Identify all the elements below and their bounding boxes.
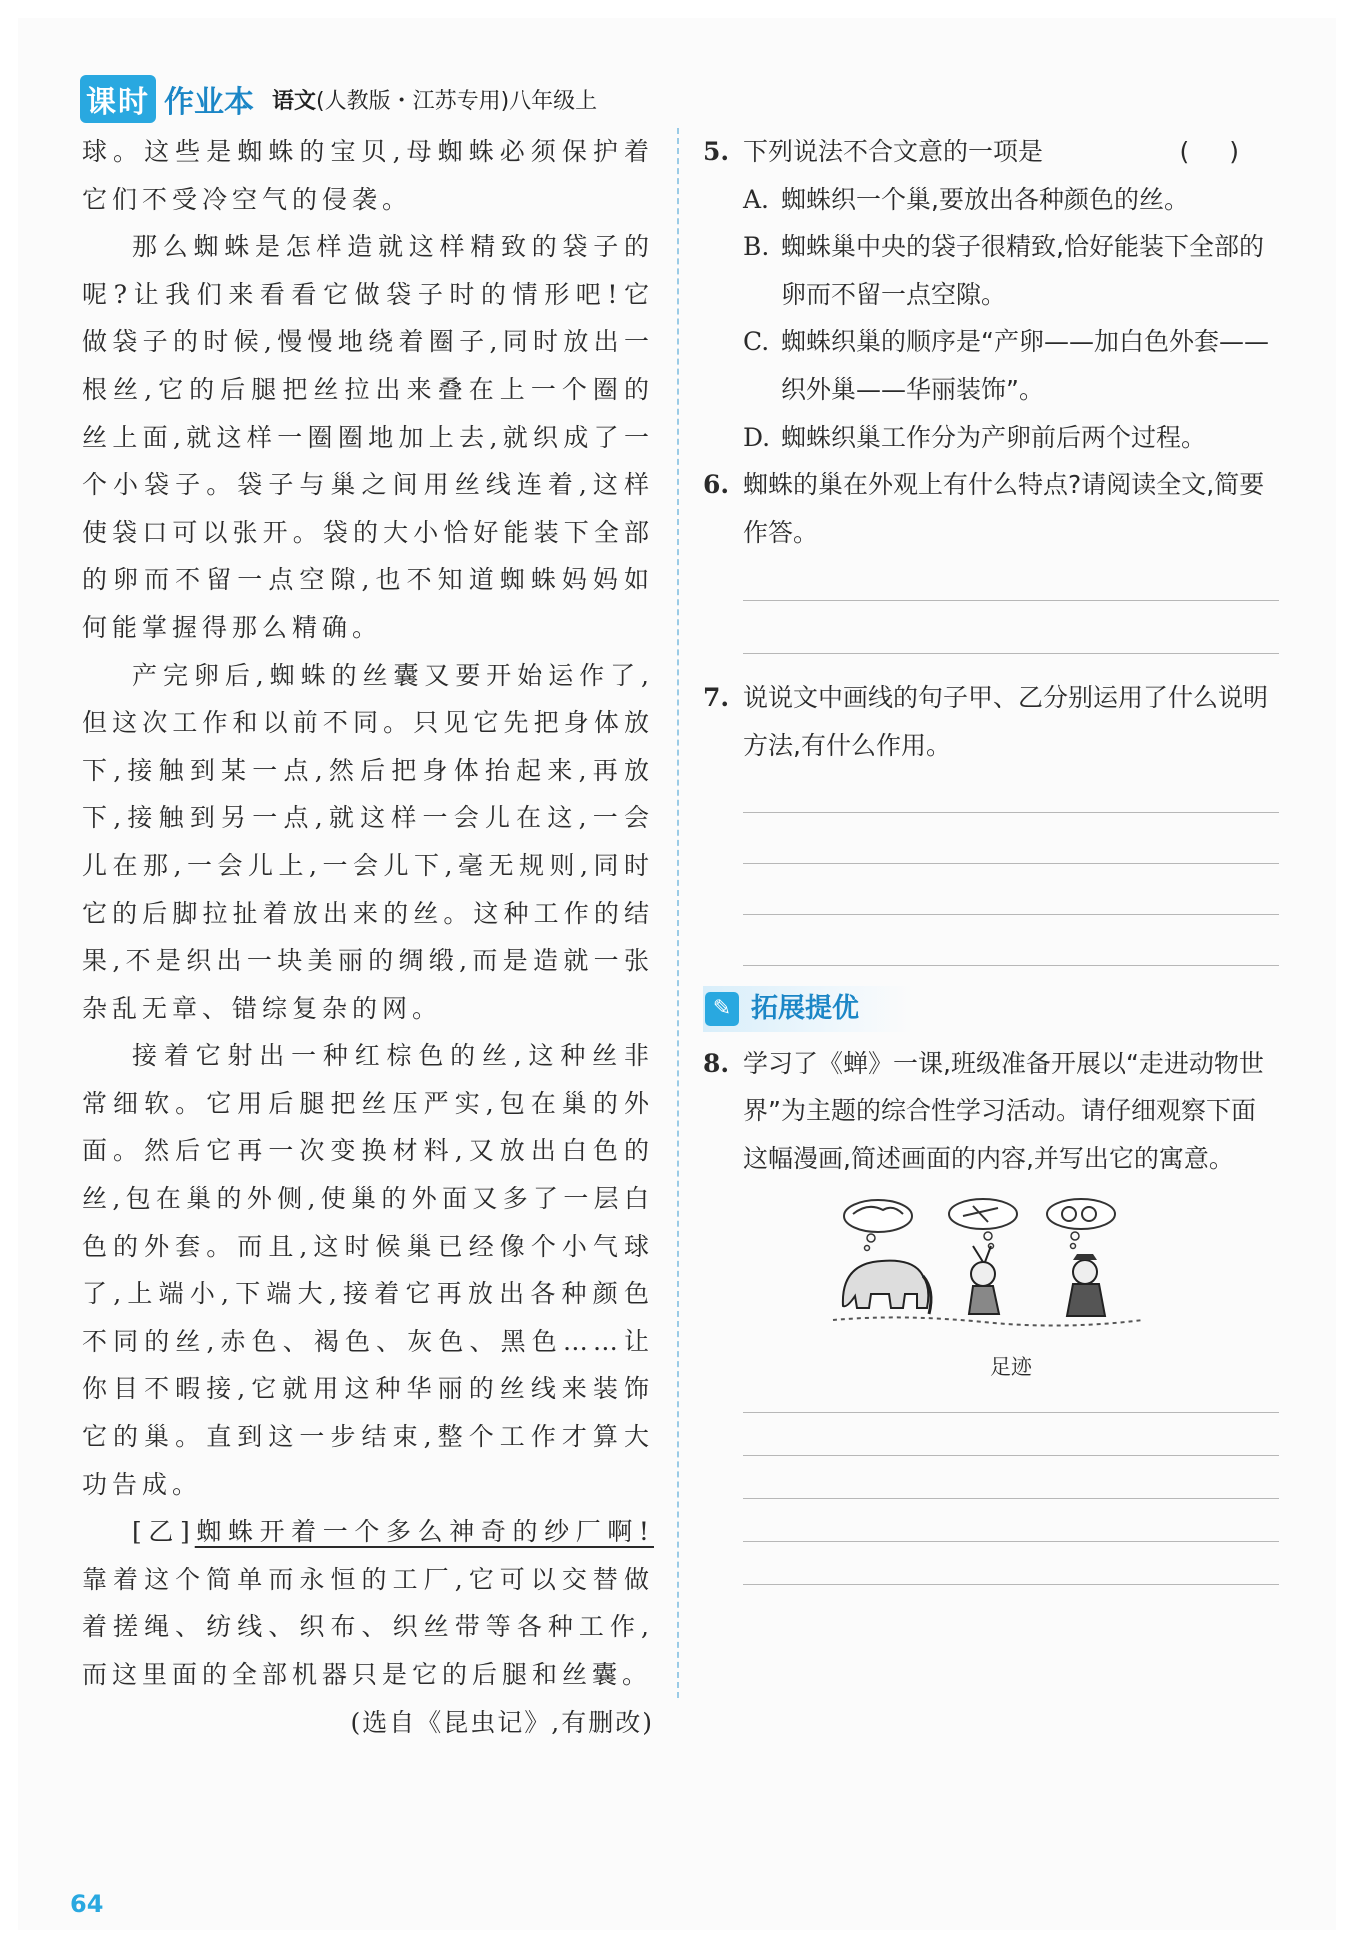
answer-line[interactable] — [743, 1584, 1279, 1585]
answer-line[interactable] — [743, 1498, 1279, 1499]
passage-paragraph: 球。这些是蜘蛛的宝贝,母蜘蛛必须保护着它们不受冷空气的侵袭。 — [82, 137, 654, 214]
option-letter: B. — [743, 232, 770, 262]
question-8 — [703, 1040, 1279, 1183]
answer-line[interactable] — [743, 1455, 1279, 1456]
option-letter: C. — [743, 327, 770, 357]
answer-line[interactable] — [743, 914, 1279, 915]
section-title: 拓展提优 — [751, 992, 859, 1024]
yi-rest: 靠着这个简单而永恒的工厂,它可以交替做着搓绳、纺线、织布、织丝带等各种工作,而这里面的全部机器只是它的后腿和丝囊。 — [82, 1564, 654, 1689]
question-text: 说说文中画线的句子甲、乙分别运用了什么说明方法,有什么作用。 — [743, 683, 1269, 760]
passage-source: (选自《昆虫记》,有删改) — [350, 1707, 654, 1737]
answer-parentheses[interactable]: () — [1179, 137, 1279, 166]
column-divider — [677, 128, 679, 1698]
question-text: 蜘蛛的巢在外观上有什么特点?请阅读全文,简要作答。 — [743, 470, 1265, 547]
section-header — [703, 986, 913, 1032]
cartoon-caption: 足迹 — [990, 1354, 1032, 1379]
brand-title: 作业本 — [164, 85, 254, 120]
edition-label: (人教版・江苏专用)八年级上 — [316, 88, 598, 114]
pencil-icon: ✎ — [705, 992, 739, 1026]
question-number: 5. — [703, 137, 730, 166]
option-c[interactable] — [703, 318, 1279, 413]
question-number: 6. — [703, 470, 730, 500]
answer-line[interactable] — [743, 653, 1279, 654]
answer-line[interactable] — [743, 863, 1279, 864]
option-text: 蜘蛛织巢工作分为产卵前后两个过程。 — [781, 422, 1207, 452]
answer-line[interactable] — [743, 1541, 1279, 1542]
passage-paragraph: 那么蜘蛛是怎样造就这样精致的袋子的呢?让我们来看看它做袋子时的情形吧!它做袋子的时候,慢慢地绕着圈子,同时放出一根丝,它的后腿把丝拉出来叠在上一个圈的丝上面,就这样一圈圈地加上去,就织成了一个小袋子。袋子与巢之间用丝线连着,这样使袋口可以张开。袋的大小恰好能装下全部的卵而不留一点空隙,也不知道蜘蛛妈妈如何能掌握得那么精确。 — [82, 232, 654, 642]
answer-line[interactable] — [743, 812, 1279, 813]
question-7 — [703, 674, 1279, 769]
passage-paragraph: 接着它射出一种红棕色的丝,这种丝非常细软。它用后腿把丝压严实,包在巢的外面。然后它再一次变换材料,又放出白色的丝,包在巢的外侧,使巢的外面又多了一层白色的外套。而且,这时候巢已经像个小气球了,上端小,下端大,接着它再放出各种颜色不同的丝,赤色、褐色、灰色、黑色……让你目不暇接,它就用这种华丽的丝线来装饰它的巢。直到这一步结束,整个工作才算大功告成。 — [82, 1041, 654, 1499]
answer-line[interactable] — [743, 1412, 1279, 1413]
header-subject — [272, 84, 597, 115]
option-text: 蜘蛛织一个巢,要放出各种颜色的丝。 — [781, 184, 1189, 214]
reading-passage — [82, 128, 654, 1746]
page-number: 64 — [70, 1890, 104, 1918]
passage-paragraph: 产完卵后,蜘蛛的丝囊又要开始运作了,但这次工作和以前不同。只见它先把身体放下,接触到某一点,然后把身体抬起来,再放下,接触到另一点,就这样一会儿在这,一会儿在那,一会儿上,一会儿下,毫无规则,同时它的后脚拉扯着放出来的丝。这种工作的结果,不是织出一块美丽的绸缎,而是造就一张杂乱无章、错综复杂的网。 — [82, 660, 654, 1023]
page-header — [80, 76, 597, 122]
answer-line[interactable] — [743, 965, 1279, 966]
option-letter: D. — [743, 422, 771, 452]
question-6 — [703, 461, 1279, 556]
option-text: 蜘蛛巢中央的袋子很精致,恰好能装下全部的卵而不留一点空隙。 — [781, 232, 1264, 309]
subject-label: 语文 — [272, 88, 317, 114]
cartoon-illustration — [823, 1196, 1153, 1336]
question-5 — [703, 128, 1279, 176]
option-text: 蜘蛛织巢的顺序是“产卵——加白色外套——织外巢——华丽装饰”。 — [781, 327, 1269, 404]
question-text: 学习了《蝉》一课,班级准备开展以“走进动物世界”为主题的综合性学习活动。请仔细观察下面这幅漫画,简述画面的内容,并写出它的寓意。 — [743, 1048, 1264, 1173]
question-number: 7. — [703, 683, 730, 713]
passage-paragraph-yi — [82, 1508, 654, 1698]
option-d[interactable] — [703, 414, 1279, 462]
option-letter: A. — [743, 184, 770, 214]
questions-column — [703, 128, 1279, 1585]
question-number: 8. — [703, 1048, 730, 1078]
option-b[interactable] — [703, 223, 1279, 318]
underlined-sentence-yi: 蜘蛛开着一个多么神奇的纱厂啊! — [194, 1517, 654, 1547]
question-text: 下列说法不合文意的一项是 — [743, 137, 1044, 166]
answer-line[interactable] — [743, 600, 1279, 601]
option-a[interactable] — [703, 176, 1279, 224]
yi-label: [乙] — [132, 1517, 195, 1547]
brand-logo: 课时 — [80, 75, 156, 123]
